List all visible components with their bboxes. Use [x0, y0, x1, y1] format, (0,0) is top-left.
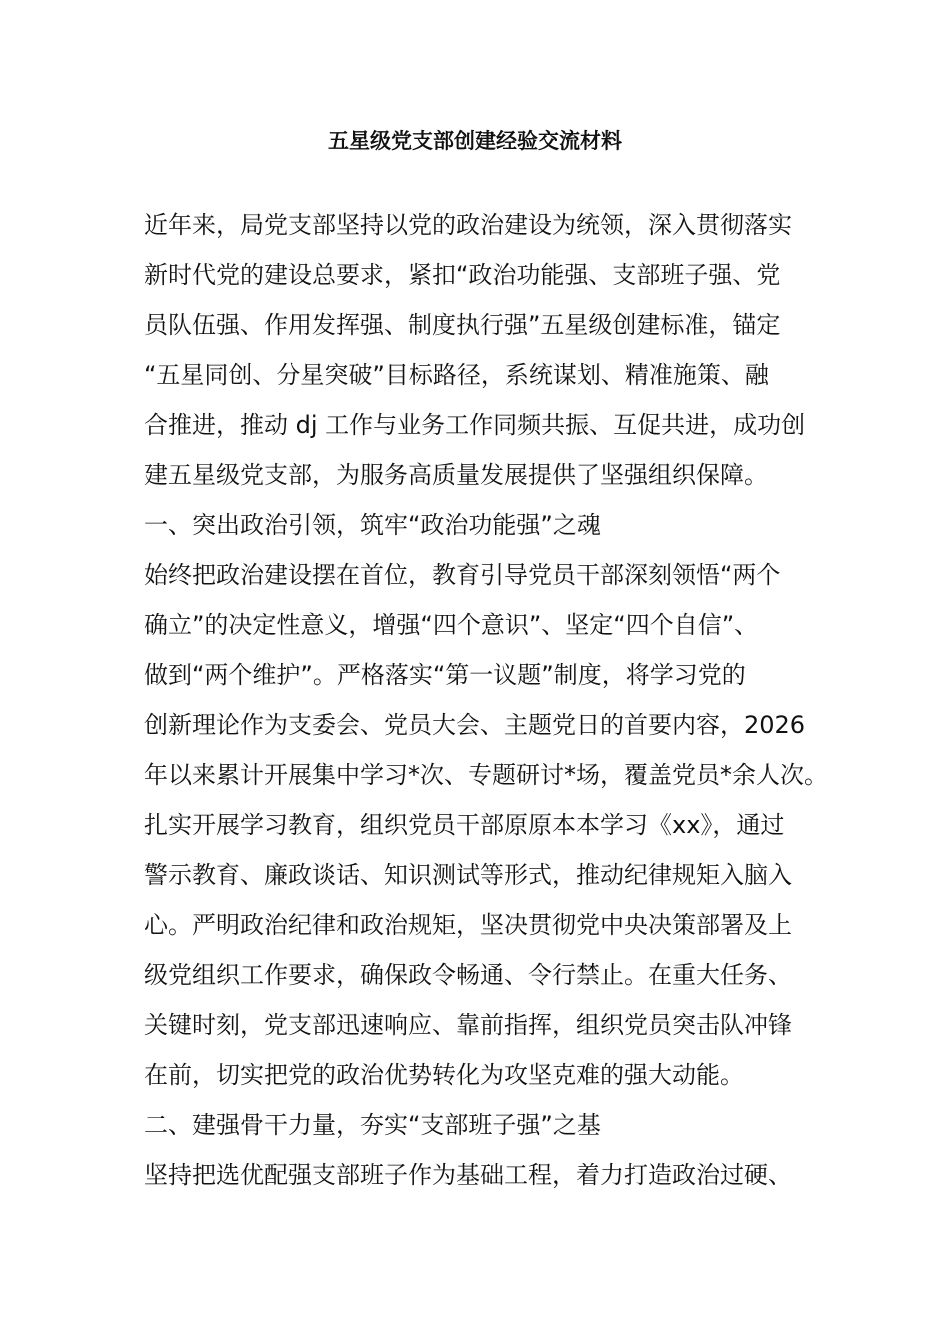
- body-line: 心。严明政治纪律和政治规矩，坚决贯彻党中央决策部署及上: [144, 911, 792, 939]
- body-line: 警示教育、廉政谈话、知识测试等形式，推动纪律规矩入脑入: [144, 861, 792, 889]
- body-line: 年以来累计开展集中学习*次、专题研讨*场，覆盖党员*余人次。: [144, 761, 828, 789]
- body-line: 近年来，局党支部坚持以党的政治建设为统领，深入贯彻落实: [144, 211, 792, 239]
- body-line: 做到“两个维护”。严格落实“第一议题”制度，将学习党的: [144, 661, 746, 689]
- body-line: 确立”的决定性意义，增强“四个意识”、坚定“四个自信”、: [144, 611, 759, 639]
- body-line: 合推进，推动 dj 工作与业务工作同频共振、互促共进，成功创: [144, 411, 806, 439]
- body-line: 员队伍强、作用发挥强、制度执行强”五星级创建标准，锚定: [144, 311, 781, 339]
- body-line: “五星同创、分星突破”目标路径，系统谋划、精准施策、融: [144, 361, 769, 389]
- body-line: 扎实开展学习教育，组织党员干部原原本本学习《xx》，通过: [144, 811, 785, 839]
- body-line: 在前，切实把党的政治优势转化为攻坚克难的强大动能。: [144, 1061, 744, 1089]
- body-line: 建五星级党支部，为服务高质量发展提供了坚强组织保障。: [144, 461, 768, 489]
- body-line: 关键时刻，党支部迅速响应、靠前指挥，组织党员突击队冲锋: [144, 1011, 792, 1039]
- section-heading-1: 一、突出政治引领，筑牢“政治功能强”之魂: [144, 511, 601, 539]
- section-heading-2: 二、建强骨干力量，夯实“支部班子强”之基: [144, 1111, 601, 1139]
- body-line: 坚持把选优配强支部班子作为基础工程，着力打造政治过硬、: [144, 1161, 792, 1189]
- document-title: 五星级党支部创建经验交流材料: [328, 129, 622, 153]
- body-line: 新时代党的建设总要求，紧扣“政治功能强、支部班子强、党: [144, 261, 781, 289]
- document-body: [144, 200, 828, 1200]
- body-line: 创新理论作为支委会、党员大会、主题党日的首要内容，2026: [144, 711, 806, 739]
- body-line: 始终把政治建设摆在首位，教育引导党员干部深刻领悟“两个: [144, 561, 781, 589]
- body-line: 级党组织工作要求，确保政令畅通、令行禁止。在重大任务、: [144, 961, 792, 989]
